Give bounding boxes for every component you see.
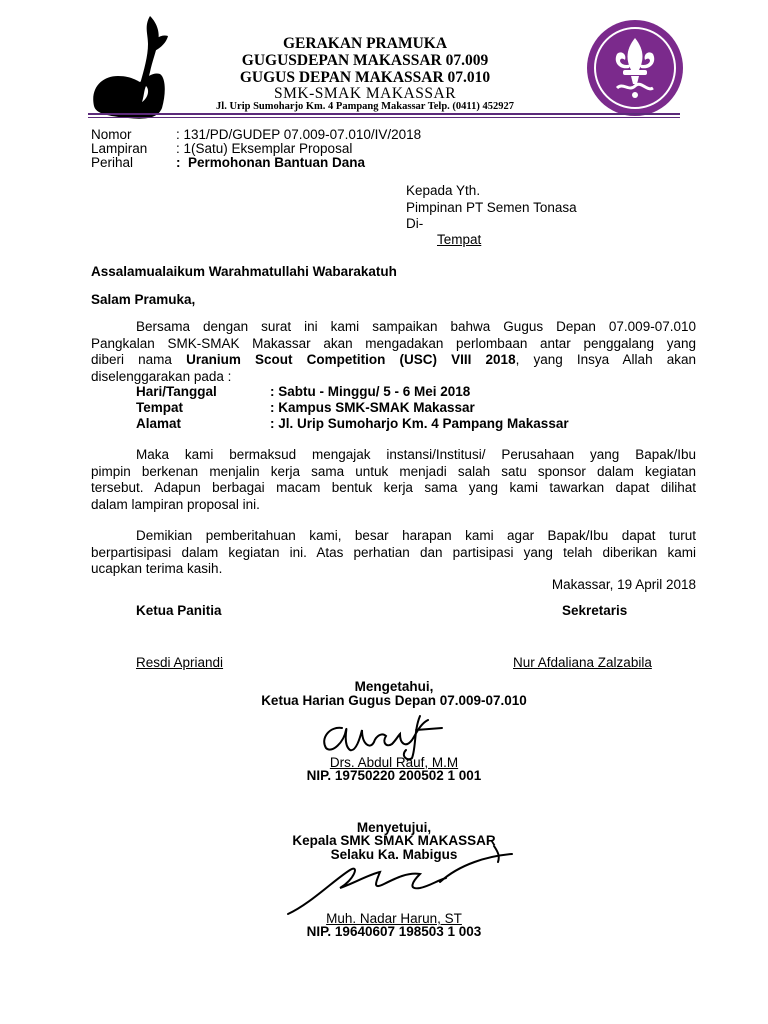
meta-nomor-label: Nomor [91,127,132,142]
detail-alamat-value: : Jl. Urip Sumoharjo Km. 4 Pampang Makassar [270,416,569,431]
body1-line-3 [91,352,696,369]
recipient-line-4: Tempat [437,232,482,247]
place-date: Makassar, 19 April 2018 [551,577,696,592]
body1-line-1: Bersama dengan surat ini kami sampaikan bahwa Gugus Depan 07.009-07.010 [136,319,696,334]
org-line-2: GUGUSDEPAN MAKASSAR 07.009 [241,52,489,69]
appr-title: Menyetujui, [356,820,432,835]
meta-lampiran-value: : 1(Satu) Eksemplar Proposal [176,141,353,156]
body2-line-1: Maka kami bermaksud mengajak instansi/Institusi/ Perusahaan yang Bapak/Ibu [136,447,696,462]
detail-hari-label: Hari/Tanggal [136,384,217,399]
body-paragraph-1 [91,319,696,386]
body2-line-4: dalam lampiran proposal ini. [91,497,260,513]
org-line-3: GUGUS DEPAN MAKASSAR 07.010 [239,69,491,86]
ack-role: Ketua Harian Gugus Depan 07.009-07.010 [261,693,527,708]
meta-lampiran-label: Lampiran [91,141,148,156]
header-rule-top [88,113,680,115]
recipient-line-2: Pimpinan PT Semen Tonasa [406,200,577,215]
body3-line-1: Demikian pemberitahuan kami, besar harapan kami agar Bapak/Ibu dapat turut [136,528,696,543]
body2-line-3: tersebut. Adapun berbagai macam bentuk kerja sama yang kami tawarkan dapat dilihat [91,480,696,496]
tunas-kelapa-logo [88,10,180,122]
meta-perihal-label: Perihal [91,155,134,170]
appr-name: Muh. Nadar Harun, ST [326,911,462,926]
ack-name: Drs. Abdul Rauf, M.M [329,755,459,770]
body2-line-2: pimpin berkenan menjalin kerja sama untuk menjadi salah satu sponsor dalam kegiatan [91,463,696,479]
org-line-4: SMK-SMAK MAKASSAR [273,85,457,102]
body-paragraph-3 [91,528,696,578]
body1-line-3a: diberi nama [91,352,187,368]
body1-line-4: diselenggarakan pada : [91,369,232,385]
appr-role-2: Selaku Ka. Mabigus [330,847,458,862]
body1-line-3c: , yang Insya Allah akan [515,352,696,368]
meta-nomor-value: : 131/PD/GUDEP 07.009-07.010/IV/2018 [176,127,422,142]
org-line-1: GERAKAN PRAMUKA [282,35,448,52]
detail-alamat-label: Alamat [136,416,182,431]
org-address: Jl. Urip Sumoharjo Km. 4 Pampang Makassar Telp. (0411) 452927 [216,101,514,112]
appr-role-1: Kepala SMK SMAK MAKASSAR [292,833,496,848]
body3-line-2: berpartisipasi dalam kegiatan ini. Atas perhatian dan partisipasi yang telah diberikan kami [91,544,696,560]
signer-left-name: Resdi Apriandi [136,655,224,670]
body1-line-2: Pangkalan SMK-SMAK Makassar akan mengadakan perlombaan antar penggalang yang [91,335,696,351]
body-paragraph-2 [91,447,696,514]
detail-tempat-value: : Kampus SMK-SMAK Makassar [270,400,475,415]
body3-line-3: ucapkan terima kasih. [91,561,223,577]
greeting-salam: Assalamualaikum Warahmatullahi Wabarakatuh [91,264,397,279]
ack-nip: NIP. 19750220 200502 1 001 [306,768,482,783]
detail-tempat-label: Tempat [136,400,184,415]
appr-nip: NIP. 19640607 198503 1 003 [306,924,482,939]
signer-right-name: Nur Afdaliana Zalzabila [513,655,652,670]
recipient-line-1: Kepada Yth. [406,183,481,198]
header-rule-bottom [88,117,680,118]
greeting-pramuka: Salam Pramuka, [91,292,196,307]
recipient-line-3: Di- [406,216,424,231]
meta-perihal-value: : Permohonan Bantuan Dana [176,155,366,170]
scout-emblem [585,18,685,118]
ack-title: Mengetahui, [354,679,434,694]
signer-left-title: Ketua Panitia [136,603,222,618]
signer-right-title: Sekretaris [562,603,628,618]
event-name: Uranium Scout Competition (USC) VIII 2018 [186,352,516,368]
detail-hari-value: : Sabtu - Minggu/ 5 - 6 Mei 2018 [270,384,471,399]
